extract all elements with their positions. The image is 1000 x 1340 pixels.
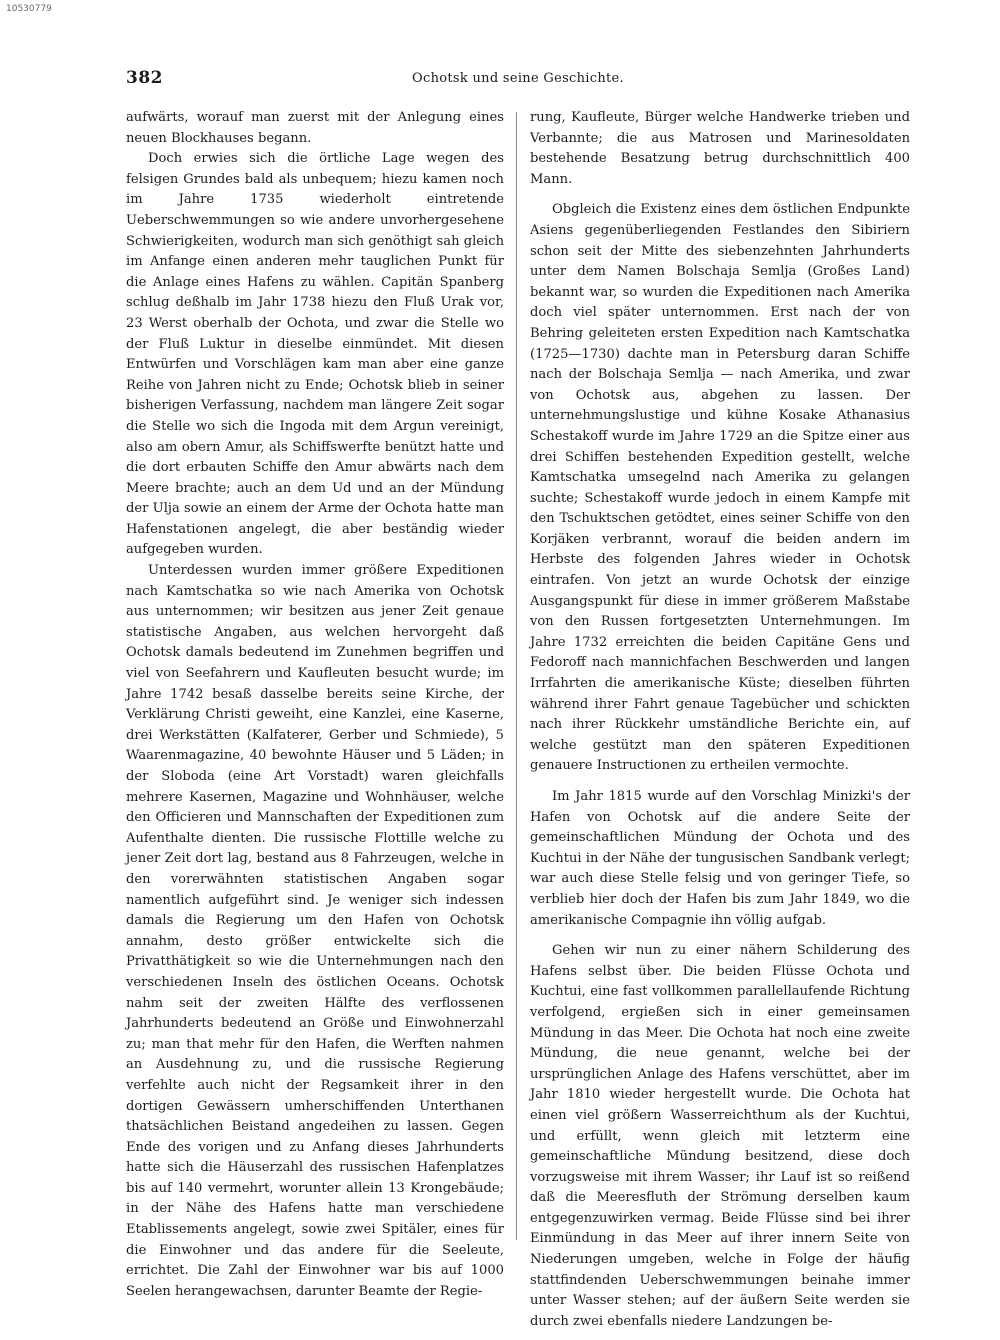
running-head: Ochotsk und seine Geschichte. xyxy=(412,71,624,86)
page-header xyxy=(126,68,910,96)
left-paragraph-2: Doch erwies sich die örtliche Lage wegen des felsigen Grundes bald als unbequem; hiezu kamen noch im Jahre 1735 wiederholt eintretende Ueberschwemmungen so wie andere unvorhergesehene Schwierigkeiten, wodurch man sich genöthigt sah gleich im Anfange einen anderen mehr tauglichen Punkt für die Anlage eines Hafens zu wählen. Capitän Spanberg schlug deßhalb im Jahr 1738 hiezu den Fluß Urak vor, 23 Werst oberhalb der Ochota, und zwar die Stelle wo der Fluß Luktur in dieselbe einmündet. Mit diesen Entwürfen und Vorschlägen kam man aber eine ganze Reihe von Jahren nicht zu Ende; Ochotsk blieb in seiner bisherigen Verfassung, nachdem man längere Zeit sogar die Stelle wo sich die Ingoda mit dem Argun vereinigt, also am obern Amur, als Schiffswerfte benützt hatte und die dort erbauten Schiffe den Amur abwärts nach dem Meere brachte; auch an dem Ud und an der Mündung der Ulja sowie an einem der Arme der Ochota hatte man Hafenstationen angelegt, die aber beständig wieder aufgegeben wurden. xyxy=(126,151,504,558)
right-column xyxy=(530,108,910,1332)
page-number: 382 xyxy=(126,68,163,88)
catalog-stamp: 10530779 xyxy=(6,4,52,14)
right-paragraph-4: Gehen wir nun zu einer nähern Schilderung des Hafens selbst über. Die beiden Flüsse Ochota und Kuchtui, eine fast vollkommen parallellaufende Richtung verfolgend, ergießen sich in einer gemeinsamen Mündung in das Meer. Die Ochota hat noch eine zweite Mündung, die neue genannt, welche bei der ursprünglichen Anlage des Hafens verschüttet, aber im Jahr 1810 wieder hergestellt wurde. Die Ochota hat einen viel größern Wasserreichthum als der Kuchtui, und erfüllt, wenn gleich mit letzterm eine gemeinschaftliche Mündung besitzend, diese doch vorzugsweise mit ihrem Wasser; ihr Lauf ist so reißend daß die Meeresfluth der Strömung derselben kaum entgegenzuwirken vermag. Beide Flüsse sind bei ihrer Einmündung in das Meer auf ihrer innern Seite von Niederungen umgeben, welche in Folge der häufig stattfindenden Ueberschwemmungen beinahe immer unter Wasser stehen; auf der äußern Seite werden sie durch zwei ebenfalls niedere Landzungen be- xyxy=(530,943,910,1329)
right-paragraph-3: Im Jahr 1815 wurde auf den Vorschlag Minizki's der Hafen von Ochotsk auf die andere Seite der gemeinschaftlichen Mündung der Ochota und des Kuchtui in der Nähe der tungusischen Sandbank verlegt; war auch diese Stelle felsig und von geringer Tiefe, so verblieb hier doch der Hafen bis zum Jahr 1849, wo die amerikanische Compagnie ihn völlig aufgab. xyxy=(530,789,910,928)
left-paragraph-1: aufwärts, worauf man zuerst mit der Anlegung eines neuen Blockhauses begann. xyxy=(126,110,504,146)
right-paragraph-1: rung, Kaufleute, Bürger welche Handwerke trieben und Verbannte; die aus Matrosen und Marinesoldaten bestehende Besatzung betrug durchschnittlich 400 Mann. xyxy=(530,110,910,187)
left-paragraph-3: Unterdessen wurden immer größere Expeditionen nach Kamtschatka so wie nach Amerika von Ochotsk aus unternommen; wir besitzen aus jener Zeit genaue statistische Angaben, aus welchen hervorgeht daß Ochotsk damals bedeutend im Zunehmen begriffen und viel von Seefahrern und Kaufleuten besucht wurde; im Jahre 1742 besaß dasselbe bereits seine Kirche, der Verklärung Christi geweiht, eine Kanzlei, eine Kaserne, drei Werkstätten (Kalfaterer, Gerber und Schmiede), 5 Waarenmagazine, 40 bewohnte Häuser und 5 Läden; in der Sloboda (eine Art Vorstadt) waren gleichfalls mehrere Kasernen, Magazine und Wohnhäuser, welche den Officieren und Mannschaften der Expeditionen zum Aufenthalte dienten. Die russische Flottille welche zu jener Zeit dort lag, bestand aus 8 Fahrzeugen, welche in den vorerwähnten statistischen Angaben sogar namentlich aufgeführt sind. Je weniger sich indessen damals die Regierung um den Hafen von Ochotsk annahm, desto größer entwickelte sich die Privatthätigkeit so wie die Unternehmungen nach den verschiedenen Inseln des östlichen Oceans. Ochotsk nahm seit der zweiten Hälfte des verflossenen Jahrhunderts bedeutend an Größe und Einwohnerzahl zu; man that mehr für den Hafen, die Werften nahmen an Ausdehnung zu, und die russische Regierung verfehlte auch nicht der Regsamkeit ihrer in den dortigen Gewässern umherschiffenden Unterthanen thatsächlichen Beistand angedeihen zu lassen. Gegen Ende des vorigen und zu Anfang dieses Jahrhunderts hatte sich die Häuserzahl des russischen Hafenplatzes bis auf 140 vermehrt, worunter allein 13 Krongebäude; in der Nähe des Hafens hatte man verschiedene Etablissements angelegt, sowie zwei Spitäler, eines für die Einwohner und das andere für die Seeleute, errichtet. Die Zahl der Einwohner war bis auf 1000 Seelen herangewachsen, darunter Beamte der Regie- xyxy=(126,563,504,1299)
left-column xyxy=(126,108,504,1302)
column-divider xyxy=(516,112,517,1240)
right-paragraph-2: Obgleich die Existenz eines dem östlichen Endpunkte Asiens gegenüberliegenden Festlandes den Sibiriern schon seit der Mitte des siebenzehnten Jahrhunderts unter dem Namen Bolschaja Semlja (Großes Land) bekannt war, so wurden die Expeditionen nach Amerika doch viel später unternommen. Erst nach der von Behring geleiteten ersten Expedition nach Kamtschatka (1725—1730) dachte man in Petersburg daran Schiffe nach der Bolschaja Semlja — nach Amerika, und zwar von Ochotsk aus, abgehen zu lassen. Der unternehmungslustige und kühne Kosake Athanasius Schestakoff wurde im Jahre 1729 an die Spitze einer aus drei Schiffen bestehenden Expedition gestellt, welche Kamtschatka umsegelnd nach Amerika zu gelangen suchte; Schestakoff wurde jedoch in einem Kampfe mit den Tschuktschen getödtet, eines seiner Schiffe von den Korjäken verbrannt, worauf die beiden andern im Herbste des folgenden Jahres wieder in Ochotsk eintrafen. Von jetzt an wurde Ochotsk der einzige Ausgangspunkt für diese in immer größerem Maßstabe von den Russen fortgesetzten Unternehmungen. Im Jahre 1732 erreichten die beiden Capitäne Gens und Fedoroff nach mannichfachen Beschwerden und langen Irrfahrten die amerikanische Küste; dieselben führten während ihrer Fahrt genaue Tagebücher und schickten nach ihrer Rückkehr umständliche Berichte ein, auf welche gestützt man den späteren Expeditionen genauere Instructionen zu ertheilen vermochte. xyxy=(530,202,910,774)
